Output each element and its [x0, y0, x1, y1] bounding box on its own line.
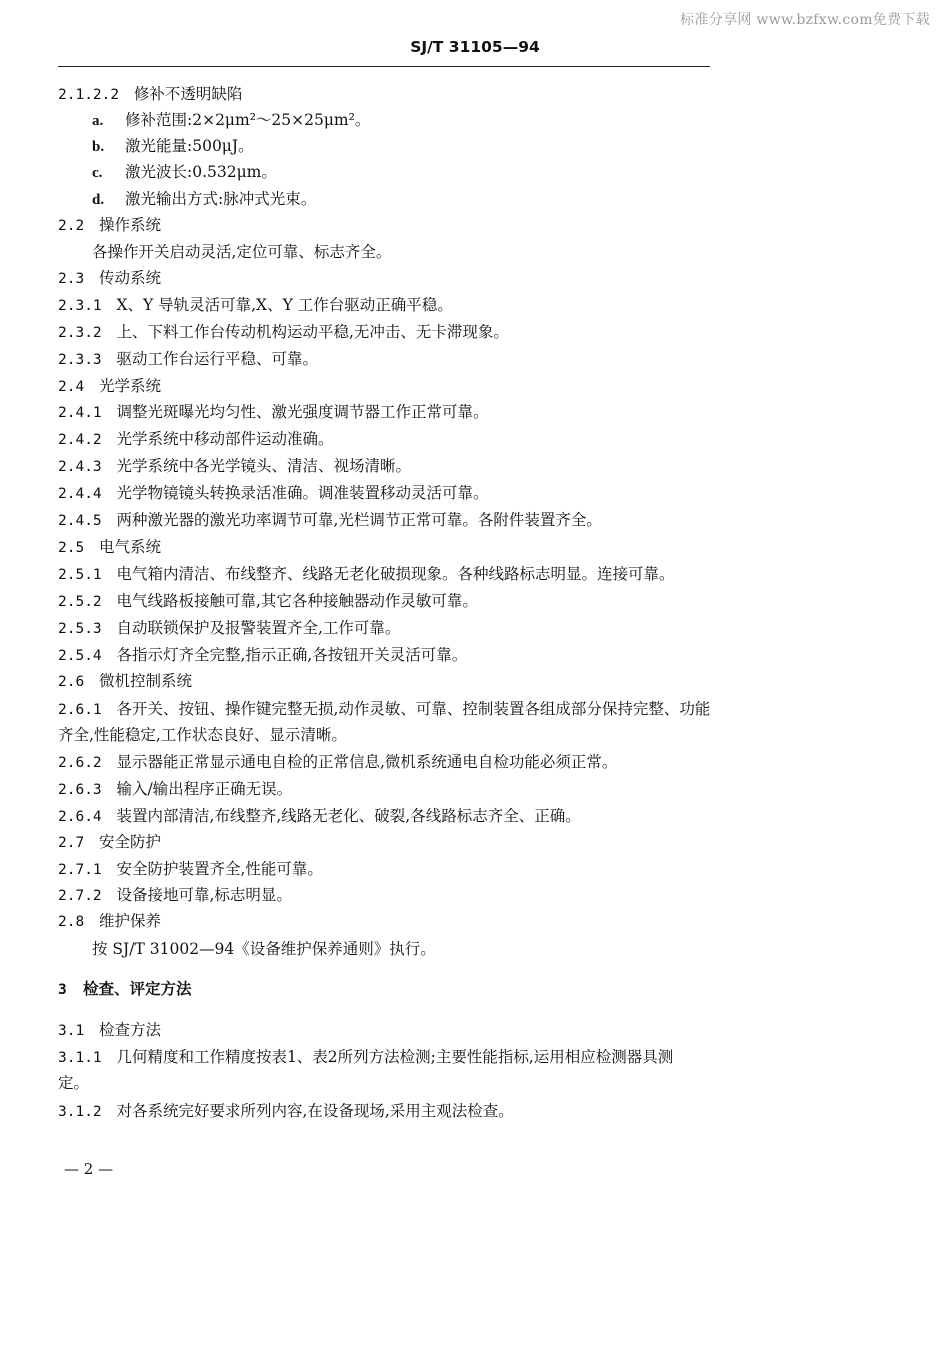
clause-number: 2.7.1	[58, 862, 102, 878]
section-2-6	[58, 671, 192, 692]
section-2-8	[58, 911, 161, 932]
list-letter: a.	[92, 113, 104, 129]
section-number: 2.4	[58, 379, 85, 395]
clause-number: 2.6.1	[58, 702, 102, 718]
clause-2-5-2	[58, 591, 478, 612]
clause-number: 2.3.2	[58, 325, 102, 341]
section-title: 操作系统	[98, 216, 161, 234]
clause-2-5-3	[58, 618, 400, 639]
section-2-4	[58, 376, 161, 397]
clause-text: 输入/输出程序正确无误。	[116, 780, 293, 798]
clause-text: 光学系统中各光学镜头、清洁、视场清晰。	[116, 457, 411, 475]
clause-continuation	[58, 725, 347, 745]
section-number: 2.7	[58, 835, 85, 851]
section-title: 检查方法	[98, 1021, 161, 1039]
list-text: 激光输出方式:脉冲式光束。	[125, 190, 317, 208]
header-rule	[58, 66, 710, 67]
clause-number: 2.6.2	[58, 755, 102, 771]
section-number: 2.8	[58, 914, 85, 930]
clause-2-4-4	[58, 483, 488, 504]
clause-number: 3.1.1	[58, 1050, 102, 1066]
clause-text: 齐全,性能稳定,工作状态良好、显示清晰。	[58, 726, 347, 744]
paragraph	[92, 242, 391, 262]
list-text: 激光波长:0.532μm。	[125, 163, 277, 181]
clause-3-1-1	[58, 1047, 673, 1068]
clause-text: 调整光斑曝光均匀性、激光强度调节器工作正常可靠。	[116, 403, 489, 421]
paragraph-text: 各操作开关启动灵活,定位可靠、标志齐全。	[92, 243, 392, 261]
clause-text: 显示器能正常显示通电自检的正常信息,微机系统通电自检功能必须正常。	[116, 753, 618, 771]
clause-2-4-5	[58, 510, 602, 531]
section-2-2	[58, 215, 161, 236]
clause-number: 2.5.1	[58, 567, 102, 583]
clause-number: 2.3.3	[58, 352, 102, 368]
clause-2-7-2	[58, 885, 292, 906]
clause-text: 各指示灯齐全完整,指示正确,各按钮开关灵活可靠。	[116, 646, 468, 664]
watermark: 标准分享网 www.bzfxw.com免费下载	[680, 12, 930, 28]
clause-number: 3.1.2	[58, 1104, 102, 1120]
clause-text: 光学系统中移动部件运动准确。	[116, 430, 334, 448]
clause-number: 2.4.2	[58, 432, 102, 448]
clause-2-4-3	[58, 456, 411, 477]
clause-number: 2.6.3	[58, 782, 102, 798]
clause-2-1-2-2	[58, 84, 242, 105]
paragraph-text: 按 SJ/T 31002—94《设备维护保养通则》执行。	[92, 940, 436, 958]
clause-text: 几何精度和工作精度按表1、表2所列方法检测;主要性能指标,运用相应检测器具测	[116, 1048, 674, 1066]
list-text: 激光能量:500μJ。	[125, 137, 254, 155]
list-item-d	[92, 189, 316, 210]
list-letter: d.	[92, 192, 105, 208]
chapter-number: 3	[58, 982, 67, 998]
clause-number: 2.7.2	[58, 888, 102, 904]
clause-text: 修补不透明缺陷	[133, 85, 243, 103]
clause-text: 电气线路板接触可靠,其它各种接触器动作灵敏可靠。	[116, 592, 478, 610]
clause-2-4-1	[58, 402, 488, 423]
clause-number: 2.4.5	[58, 513, 102, 529]
clause-2-7-1	[58, 859, 323, 880]
section-2-7	[58, 832, 161, 853]
clause-text: 电气箱内清洁、布线整齐、线路无老化破损现象。各种线路标志明显。连接可靠。	[116, 565, 675, 583]
clause-text: 自动联锁保护及报警装置齐全,工作可靠。	[116, 619, 401, 637]
clause-2-6-4	[58, 806, 581, 827]
clause-number: 2.5.3	[58, 621, 102, 637]
list-item-a	[92, 110, 370, 131]
clause-number: 2.4.4	[58, 486, 102, 502]
clause-number: 2.1.2.2	[58, 87, 120, 103]
section-2-5	[58, 537, 161, 558]
clause-text: 光学物镜镜头转换录活准确。调准装置移动灵活可靠。	[116, 484, 489, 502]
clause-2-6-3	[58, 779, 292, 800]
section-number: 2.2	[58, 218, 85, 234]
clause-text: 对各系统完好要求所列内容,在设备现场,采用主观法检查。	[116, 1102, 514, 1120]
section-title: 光学系统	[98, 377, 161, 395]
page-number: — 2 —	[64, 1160, 114, 1178]
chapter-title: 检查、评定方法	[82, 979, 192, 998]
list-text: 修补范围:2×2μm²～25×25μm²。	[125, 111, 371, 129]
list-letter: c.	[92, 165, 103, 181]
list-letter: b.	[92, 139, 105, 155]
section-3-1	[58, 1020, 161, 1041]
clause-text: 安全防护装置齐全,性能可靠。	[116, 860, 323, 878]
list-item-b	[92, 136, 254, 157]
clause-2-6-1	[58, 699, 710, 720]
clause-number: 2.4.3	[58, 459, 102, 475]
section-title: 安全防护	[98, 833, 161, 851]
clause-continuation	[58, 1073, 89, 1093]
paragraph	[92, 939, 436, 959]
section-2-3	[58, 268, 161, 289]
clause-3-1-2	[58, 1101, 514, 1122]
clause-text: 两种激光器的激光功率调节可靠,光栏调节正常可靠。各附件装置齐全。	[116, 511, 602, 529]
clause-number: 2.6.4	[58, 809, 102, 825]
section-title: 传动系统	[98, 269, 161, 287]
section-number: 3.1	[58, 1023, 85, 1039]
chapter-3	[58, 979, 191, 1000]
clause-text: 定。	[58, 1074, 90, 1092]
clause-2-5-4	[58, 645, 467, 666]
clause-2-6-2	[58, 752, 617, 773]
section-title: 微机控制系统	[98, 672, 192, 690]
section-title: 维护保养	[98, 912, 161, 930]
clause-text: 装置内部清洁,布线整齐,线路无老化、破裂,各线路标志齐全、正确。	[116, 807, 581, 825]
clause-number: 2.4.1	[58, 405, 102, 421]
clause-2-3-3	[58, 349, 318, 370]
clause-number: 2.5.2	[58, 594, 102, 610]
clause-2-5-1	[58, 564, 674, 585]
clause-2-4-2	[58, 429, 333, 450]
clause-number: 2.5.4	[58, 648, 102, 664]
page-header: SJ/T 31105—94	[410, 38, 540, 56]
clause-number: 2.3.1	[58, 298, 102, 314]
clause-text: X、Y 导轨灵活可靠,X、Y 工作台驱动正确平稳。	[116, 296, 453, 314]
clause-text: 驱动工作台运行平稳、可靠。	[116, 350, 318, 368]
clause-text: 上、下料工作台传动机构运动平稳,无冲击、无卡滞现象。	[116, 323, 509, 341]
clause-2-3-2	[58, 322, 509, 343]
list-item-c	[92, 162, 277, 183]
section-number: 2.6	[58, 674, 85, 690]
section-title: 电气系统	[98, 538, 161, 556]
clause-text: 各开关、按钮、操作键完整无损,动作灵敏、可靠、控制装置各组成部分保持完整、功能	[116, 700, 711, 718]
clause-text: 设备接地可靠,标志明显。	[116, 886, 292, 904]
clause-2-3-1	[58, 295, 453, 316]
section-number: 2.3	[58, 271, 85, 287]
section-number: 2.5	[58, 540, 85, 556]
